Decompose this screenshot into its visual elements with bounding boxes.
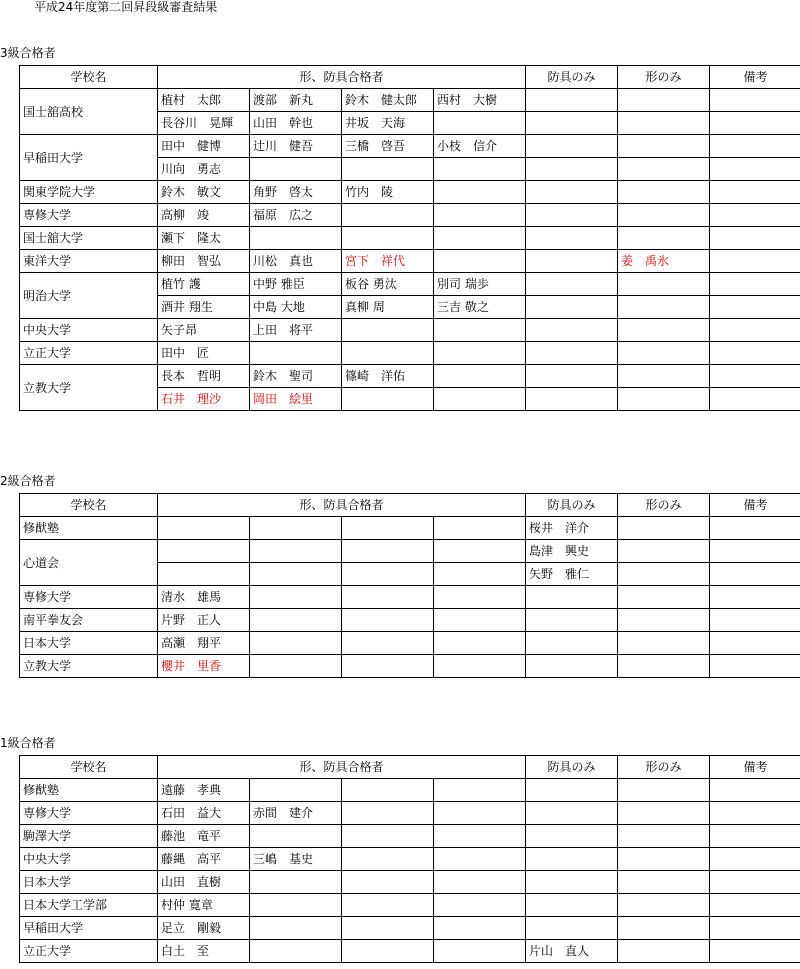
bogu-only-name (526, 89, 618, 112)
remarks-cell (710, 563, 800, 586)
passer-name: 渡部 新丸 (250, 89, 342, 112)
page-title: 平成24年度第二回昇段級審査結果 (34, 0, 218, 14)
kata-only-name (618, 273, 710, 296)
school-name: 早稲田大学 (20, 917, 158, 940)
table-row (20, 802, 800, 825)
section-label-grade2: 2級合格者 (0, 474, 56, 488)
remarks-cell (710, 89, 800, 112)
passer-name (342, 848, 434, 871)
passer-name: 赤間 建介 (250, 802, 342, 825)
table-row (20, 250, 800, 273)
passer-name (434, 319, 526, 342)
passer-name: 中野 雅臣 (250, 273, 342, 296)
bogu-only-name: 島津 興史 (526, 540, 618, 563)
passer-name: 清水 雄馬 (158, 586, 250, 609)
table-row (20, 609, 800, 632)
passer-name (342, 917, 434, 940)
remarks-cell (710, 917, 800, 940)
passer-name (342, 655, 434, 678)
header-row (20, 756, 800, 779)
passer-name: 藤縄 高平 (158, 848, 250, 871)
header-remarks: 備考 (710, 756, 800, 779)
passer-name (434, 342, 526, 365)
bogu-only-name (526, 802, 618, 825)
table-row (20, 540, 800, 563)
school-name: 修猷塾 (20, 517, 158, 540)
passer-name: 田中 匠 (158, 342, 250, 365)
kata-only-name (618, 319, 710, 342)
bogu-only-name (526, 204, 618, 227)
passer-name: 三吉 敬之 (434, 296, 526, 319)
passer-name (434, 825, 526, 848)
bogu-only-name (526, 655, 618, 678)
bogu-only-name (526, 388, 618, 411)
kata-only-name (618, 779, 710, 802)
kata-only-name (618, 388, 710, 411)
kata-only-name (618, 894, 710, 917)
remarks-cell (710, 342, 800, 365)
passer-name: 鈴木 敏文 (158, 181, 250, 204)
passer-name: 白土 至 (158, 940, 250, 963)
passer-name: 辻川 健吾 (250, 135, 342, 158)
passer-name (342, 940, 434, 963)
header-passers: 形、防具合格者 (158, 756, 526, 779)
passer-name (250, 158, 342, 181)
passer-name (342, 517, 434, 540)
results-table-grade2 (19, 493, 800, 678)
remarks-cell (710, 779, 800, 802)
bogu-only-name: 片山 直人 (526, 940, 618, 963)
table-row (20, 632, 800, 655)
section-label-grade1: 1級合格者 (0, 736, 56, 750)
passer-name (434, 517, 526, 540)
passer-name: 小枝 信介 (434, 135, 526, 158)
passer-name: 長谷川 晃輝 (158, 112, 250, 135)
kata-only-name (618, 655, 710, 678)
bogu-only-name (526, 825, 618, 848)
passer-name: 福原 広之 (250, 204, 342, 227)
passer-name (342, 802, 434, 825)
passer-name: 田中 健博 (158, 135, 250, 158)
passer-name (342, 779, 434, 802)
passer-name (250, 540, 342, 563)
passer-name (434, 894, 526, 917)
school-name: 早稲田大学 (20, 135, 158, 181)
passer-name (434, 227, 526, 250)
passer-name (250, 632, 342, 655)
passer-name (434, 563, 526, 586)
bogu-only-name (526, 273, 618, 296)
passer-name (158, 563, 250, 586)
header-bogu-only: 防具のみ (526, 494, 618, 517)
passer-name (434, 655, 526, 678)
school-name: 専修大学 (20, 204, 158, 227)
passer-name (158, 540, 250, 563)
passer-name (250, 563, 342, 586)
school-name: 日本大学工学部 (20, 894, 158, 917)
bogu-only-name (526, 609, 618, 632)
remarks-cell (710, 158, 800, 181)
passer-name (434, 158, 526, 181)
passer-name: 瀬下 隆太 (158, 227, 250, 250)
passer-name: 植竹 護 (158, 273, 250, 296)
passer-name (342, 319, 434, 342)
passer-name (250, 894, 342, 917)
kata-only-name (618, 940, 710, 963)
school-name: 明治大学 (20, 273, 158, 319)
header-kata-only: 形のみ (618, 756, 710, 779)
header-kata-only: 形のみ (618, 494, 710, 517)
passer-name (342, 204, 434, 227)
passer-name (434, 586, 526, 609)
passer-name: 酒井 翔生 (158, 296, 250, 319)
passer-name: 西村 大樹 (434, 89, 526, 112)
table-row (20, 779, 800, 802)
passer-name: 篠崎 洋佑 (342, 365, 434, 388)
bogu-only-name (526, 586, 618, 609)
remarks-cell (710, 365, 800, 388)
results-table-grade1 (19, 755, 800, 963)
bogu-only-name (526, 365, 618, 388)
table-row (20, 586, 800, 609)
passer-name (342, 871, 434, 894)
passer-name (434, 802, 526, 825)
passer-name: 別司 瑞歩 (434, 273, 526, 296)
remarks-cell (710, 825, 800, 848)
bogu-only-name: 桜井 洋介 (526, 517, 618, 540)
bogu-only-name (526, 250, 618, 273)
passer-name: 三嶋 基史 (250, 848, 342, 871)
passer-name (342, 894, 434, 917)
header-school: 学校名 (20, 494, 158, 517)
table-row (20, 342, 800, 365)
passer-name (250, 342, 342, 365)
remarks-cell (710, 273, 800, 296)
passer-name: 鈴木 聖司 (250, 365, 342, 388)
school-name: 中央大学 (20, 848, 158, 871)
kata-only-name (618, 871, 710, 894)
bogu-only-name (526, 779, 618, 802)
passer-name: 石田 益大 (158, 802, 250, 825)
passer-name: 川松 真也 (250, 250, 342, 273)
passer-name (342, 540, 434, 563)
bogu-only-name (526, 158, 618, 181)
table-row (20, 273, 800, 296)
table-row (20, 517, 800, 540)
school-name: 国士舘大学 (20, 227, 158, 250)
passer-name: 岡田 絵里 (250, 388, 342, 411)
passer-name (342, 825, 434, 848)
passer-name: 宮下 祥代 (342, 250, 434, 273)
school-name: 立正大学 (20, 940, 158, 963)
kata-only-name (618, 609, 710, 632)
passer-name (342, 563, 434, 586)
bogu-only-name (526, 135, 618, 158)
passer-name: 植村 太郎 (158, 89, 250, 112)
passer-name: 櫻井 里香 (158, 655, 250, 678)
passer-name (434, 848, 526, 871)
school-name: 日本大学 (20, 871, 158, 894)
passer-name (434, 181, 526, 204)
bogu-only-name: 矢野 雅仁 (526, 563, 618, 586)
kata-only-name (618, 802, 710, 825)
passer-name: 中島 大地 (250, 296, 342, 319)
kata-only-name (618, 540, 710, 563)
school-name: 駒澤大学 (20, 825, 158, 848)
kata-only-name (618, 181, 710, 204)
bogu-only-name (526, 296, 618, 319)
passer-name (250, 825, 342, 848)
passer-name (342, 609, 434, 632)
passer-name (434, 250, 526, 273)
passer-name (250, 940, 342, 963)
kata-only-name (618, 365, 710, 388)
remarks-cell (710, 181, 800, 204)
school-name: 関東学院大学 (20, 181, 158, 204)
header-school: 学校名 (20, 756, 158, 779)
passer-name (434, 779, 526, 802)
passer-name (250, 609, 342, 632)
passer-name (250, 917, 342, 940)
passer-name: 山田 直樹 (158, 871, 250, 894)
bogu-only-name (526, 917, 618, 940)
remarks-cell (710, 319, 800, 342)
school-name: 日本大学 (20, 632, 158, 655)
remarks-cell (710, 250, 800, 273)
kata-only-name (618, 296, 710, 319)
passer-name: 柳田 智弘 (158, 250, 250, 273)
bogu-only-name (526, 319, 618, 342)
passer-name (158, 517, 250, 540)
passer-name: 石井 理沙 (158, 388, 250, 411)
remarks-cell (710, 135, 800, 158)
table-row (20, 825, 800, 848)
passer-name (250, 586, 342, 609)
bogu-only-name (526, 342, 618, 365)
header-row (20, 66, 800, 89)
remarks-cell (710, 540, 800, 563)
table-row (20, 89, 800, 112)
school-name: 専修大学 (20, 802, 158, 825)
kata-only-name (618, 848, 710, 871)
kata-only-name (618, 517, 710, 540)
bogu-only-name (526, 181, 618, 204)
school-name: 国士舘高校 (20, 89, 158, 135)
header-row (20, 494, 800, 517)
kata-only-name (618, 112, 710, 135)
passer-name: 長本 哲明 (158, 365, 250, 388)
header-bogu-only: 防具のみ (526, 66, 618, 89)
table-row (20, 917, 800, 940)
kata-only-name (618, 825, 710, 848)
passer-name: 井坂 天海 (342, 112, 434, 135)
bogu-only-name (526, 632, 618, 655)
table-row (20, 181, 800, 204)
passer-name (342, 342, 434, 365)
passer-name: 村仲 寛章 (158, 894, 250, 917)
passer-name: 竹内 陵 (342, 181, 434, 204)
remarks-cell (710, 388, 800, 411)
table-row (20, 135, 800, 158)
passer-name (434, 388, 526, 411)
table-row (20, 871, 800, 894)
table-row (20, 204, 800, 227)
remarks-cell (710, 227, 800, 250)
remarks-cell (710, 586, 800, 609)
passer-name (250, 517, 342, 540)
school-name: 中央大学 (20, 319, 158, 342)
passer-name (342, 158, 434, 181)
passer-name (434, 204, 526, 227)
header-passers: 形、防具合格者 (158, 494, 526, 517)
kata-only-name (618, 204, 710, 227)
bogu-only-name (526, 871, 618, 894)
bogu-only-name (526, 848, 618, 871)
kata-only-name (618, 89, 710, 112)
remarks-cell (710, 871, 800, 894)
passer-name: 高柳 竣 (158, 204, 250, 227)
remarks-cell (710, 802, 800, 825)
passer-name (434, 365, 526, 388)
kata-only-name (618, 158, 710, 181)
passer-name (250, 655, 342, 678)
passer-name (250, 227, 342, 250)
passer-name: 遠藤 孝典 (158, 779, 250, 802)
kata-only-name (618, 135, 710, 158)
header-passers: 形、防具合格者 (158, 66, 526, 89)
passer-name (434, 609, 526, 632)
table-row (20, 365, 800, 388)
school-name: 立正大学 (20, 342, 158, 365)
school-name: 立教大学 (20, 365, 158, 411)
passer-name (342, 388, 434, 411)
passer-name: 鈴木 健太郎 (342, 89, 434, 112)
school-name: 東洋大学 (20, 250, 158, 273)
passer-name (250, 779, 342, 802)
passer-name: 川向 勇志 (158, 158, 250, 181)
header-kata-only: 形のみ (618, 66, 710, 89)
remarks-cell (710, 517, 800, 540)
passer-name: 上田 将平 (250, 319, 342, 342)
passer-name: 角野 啓太 (250, 181, 342, 204)
passer-name (434, 112, 526, 135)
passer-name (434, 540, 526, 563)
section-label-grade3: 3級合格者 (0, 46, 56, 60)
passer-name (434, 940, 526, 963)
passer-name: 足立 剛毅 (158, 917, 250, 940)
passer-name: 藤池 竜平 (158, 825, 250, 848)
kata-only-name (618, 632, 710, 655)
passer-name: 片野 正人 (158, 609, 250, 632)
school-name: 南平拳友会 (20, 609, 158, 632)
passer-name: 山田 幹也 (250, 112, 342, 135)
school-name: 専修大学 (20, 586, 158, 609)
passer-name (434, 871, 526, 894)
remarks-cell (710, 655, 800, 678)
table-row (20, 227, 800, 250)
results-table-grade3 (19, 65, 800, 411)
passer-name (342, 586, 434, 609)
kata-only-name (618, 227, 710, 250)
remarks-cell (710, 609, 800, 632)
header-bogu-only: 防具のみ (526, 756, 618, 779)
remarks-cell (710, 112, 800, 135)
passer-name: 高瀬 翔平 (158, 632, 250, 655)
kata-only-name: 姜 禹氷 (618, 250, 710, 273)
kata-only-name (618, 917, 710, 940)
passer-name: 板谷 勇汰 (342, 273, 434, 296)
table-row (20, 655, 800, 678)
passer-name (342, 227, 434, 250)
kata-only-name (618, 563, 710, 586)
passer-name (434, 632, 526, 655)
header-remarks: 備考 (710, 494, 800, 517)
passer-name: 真柳 周 (342, 296, 434, 319)
school-name: 心道会 (20, 540, 158, 586)
kata-only-name (618, 586, 710, 609)
table-row (20, 894, 800, 917)
bogu-only-name (526, 112, 618, 135)
table-row (20, 848, 800, 871)
passer-name (250, 871, 342, 894)
remarks-cell (710, 848, 800, 871)
passer-name: 矢子昂 (158, 319, 250, 342)
remarks-cell (710, 204, 800, 227)
header-remarks: 備考 (710, 66, 800, 89)
bogu-only-name (526, 227, 618, 250)
remarks-cell (710, 940, 800, 963)
kata-only-name (618, 342, 710, 365)
passer-name (342, 632, 434, 655)
table-row (20, 319, 800, 342)
remarks-cell (710, 296, 800, 319)
school-name: 修猷塾 (20, 779, 158, 802)
school-name: 立教大学 (20, 655, 158, 678)
remarks-cell (710, 632, 800, 655)
header-school: 学校名 (20, 66, 158, 89)
bogu-only-name (526, 894, 618, 917)
passer-name (434, 917, 526, 940)
table-row (20, 940, 800, 963)
remarks-cell (710, 894, 800, 917)
passer-name: 三橋 啓吾 (342, 135, 434, 158)
